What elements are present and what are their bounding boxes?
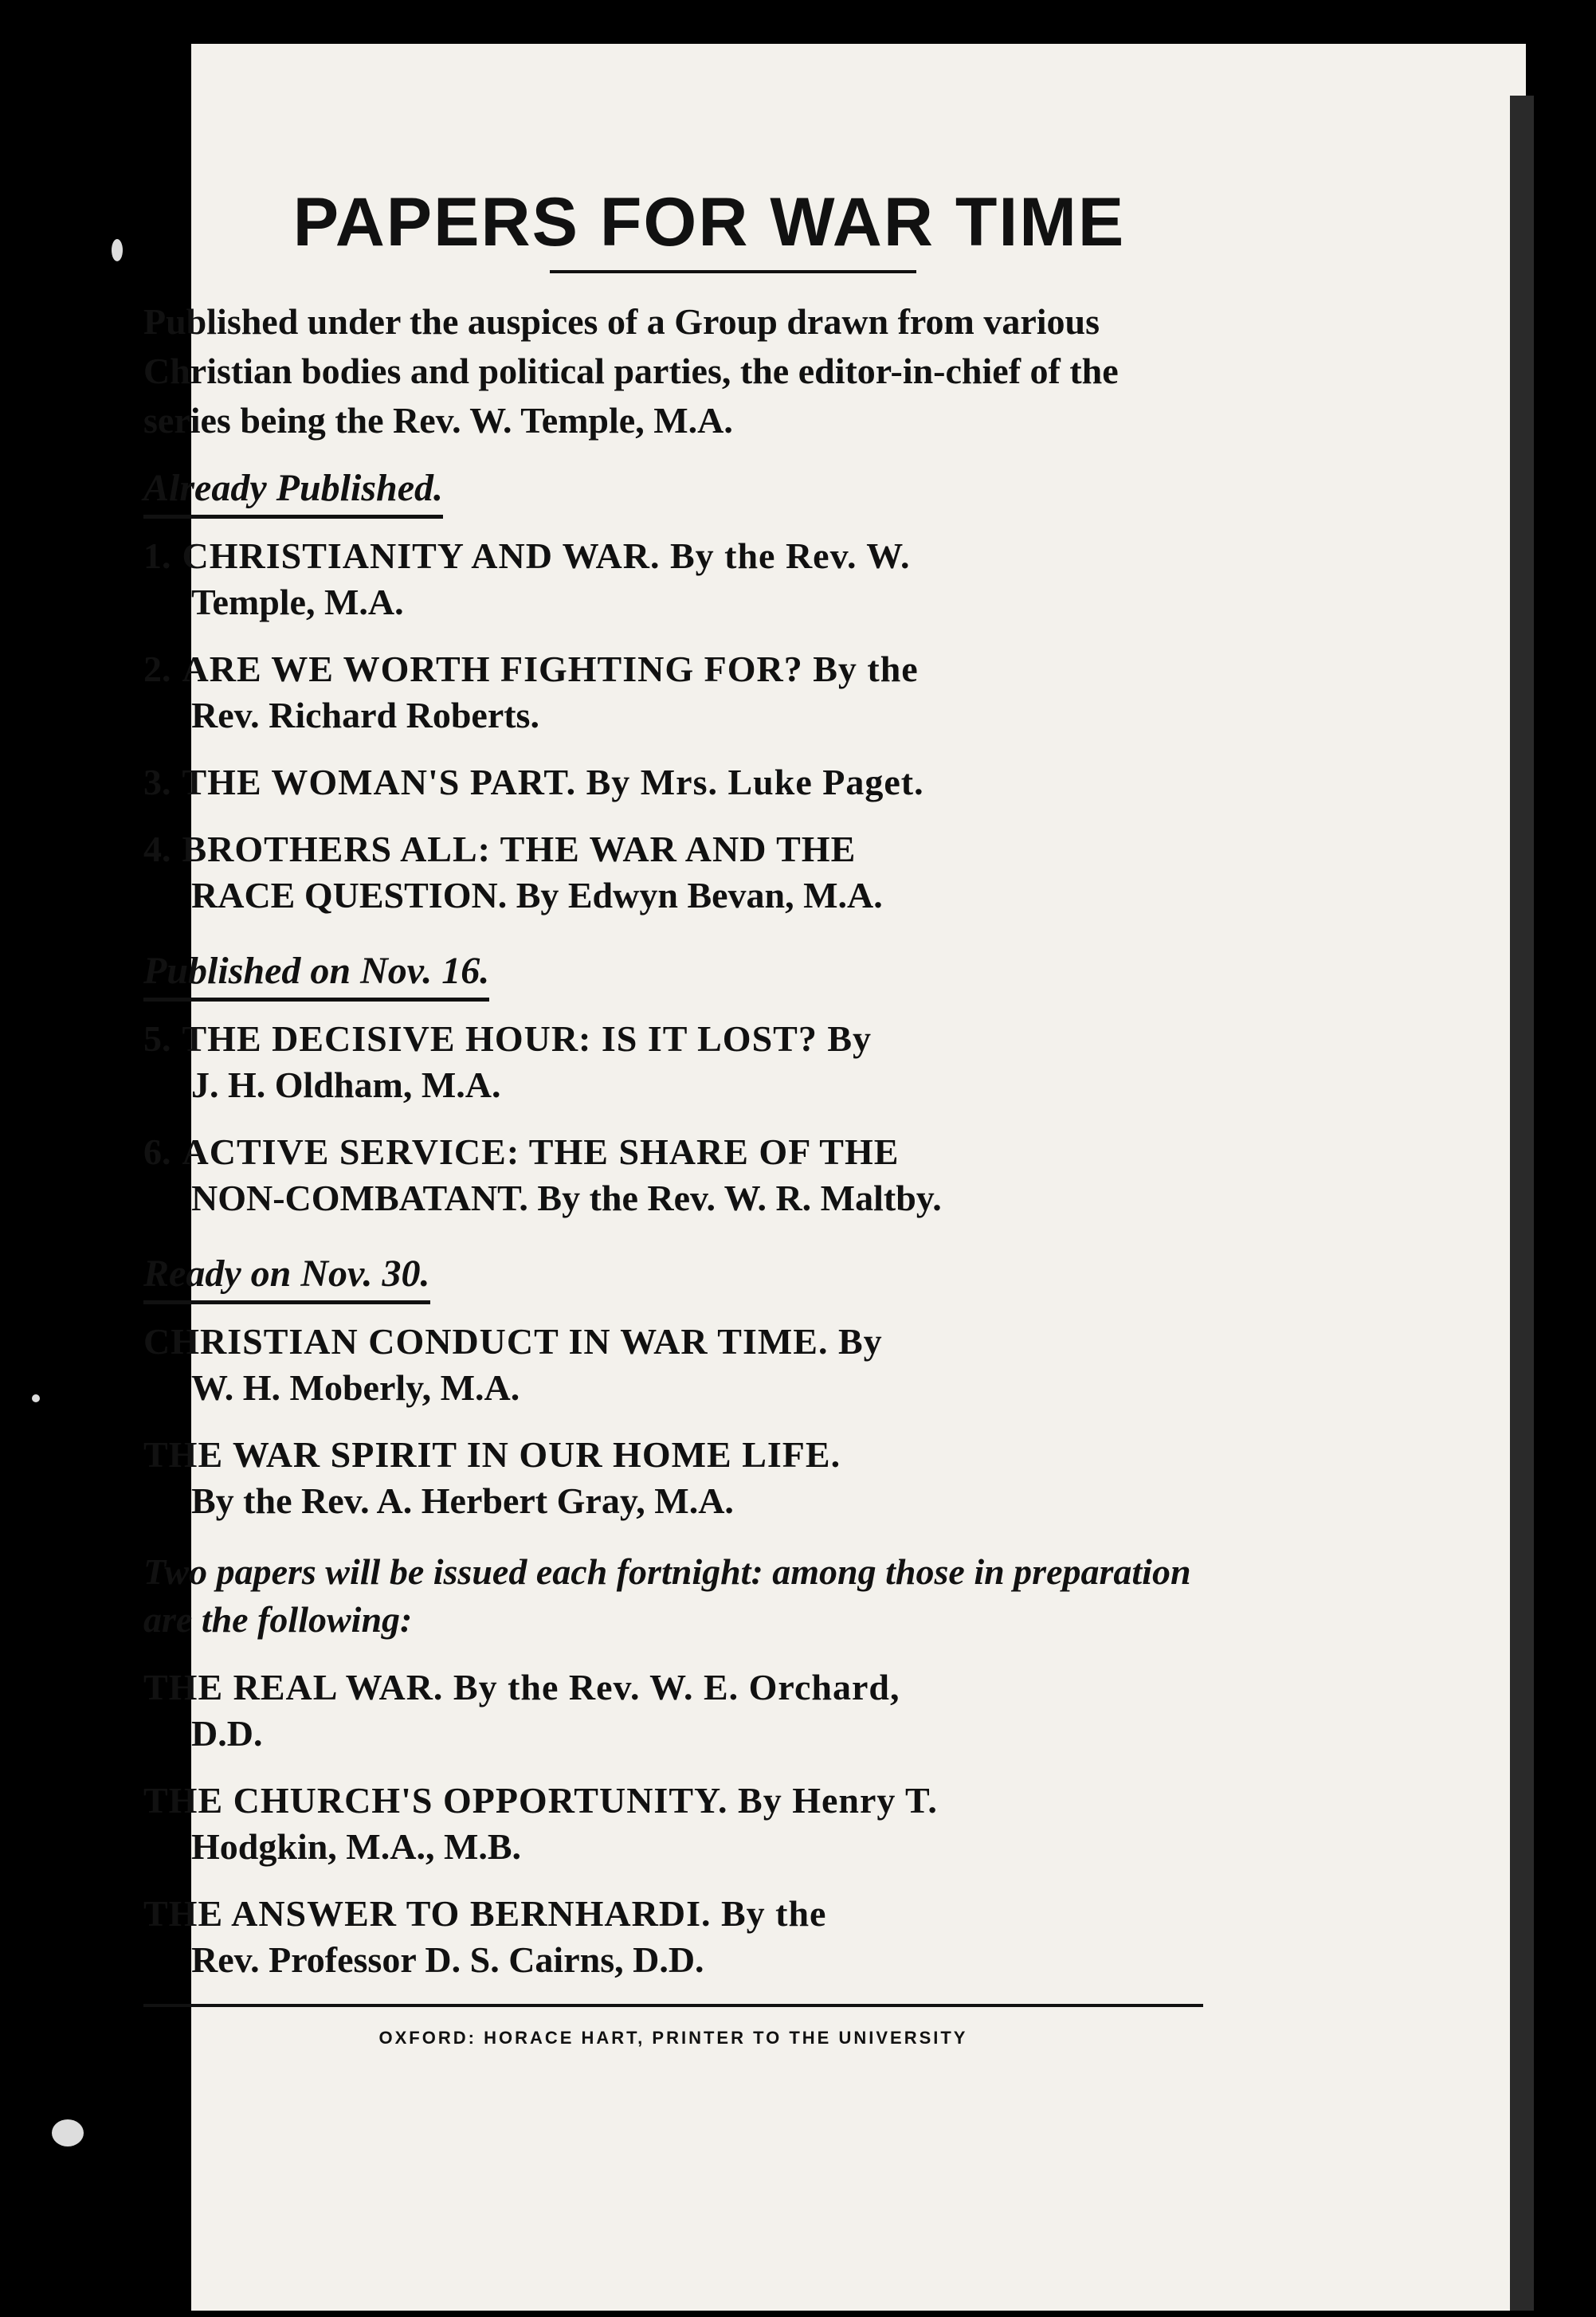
list-item: 4. BROTHERS ALL: THE WAR AND THE RACE QUESTION. By Edwyn Bevan, M.A. [143, 829, 883, 915]
list-item: 1. CHRISTIANITY AND WAR. By the Rev. W. Temple, M.A. [143, 535, 911, 622]
upcoming-list [143, 1664, 1203, 1983]
speck [52, 2119, 84, 2146]
list-item: THE REAL WAR. By the Rev. W. E. Orchard, D.D. [143, 1667, 900, 1754]
list-item: 6. ACTIVE SERVICE: THE SHARE OF THE NON-COMBATANT. By the Rev. W. R. Maltby. [143, 1131, 942, 1218]
printer-imprint: OXFORD: HORACE HART, PRINTER TO THE UNIVERSITY [378, 2028, 968, 2048]
bottom-rule [143, 2004, 1203, 2007]
list-item: CHRISTIAN CONDUCT IN WAR TIME. By W. H. Moberly, M.A. [143, 1321, 883, 1408]
section-ready-nov-30 [143, 1242, 1203, 1524]
section-heading: Ready on Nov. 30. [143, 1252, 430, 1304]
speck [32, 1394, 40, 1402]
fortnight-note: Two papers will be issued each fortnight: among those in preparation are the following: [143, 1551, 1191, 1640]
page-edge-shadow [1510, 96, 1534, 2311]
list-item: 5. THE DECISIVE HOUR: IS IT LOST? By J. H. Oldham, M.A. [143, 1018, 873, 1105]
list-item: THE WAR SPIRIT IN OUR HOME LIFE. By the Rev. A. Herbert Gray, M.A. [143, 1434, 841, 1521]
title-underline [550, 270, 916, 273]
section-already-published [143, 457, 1203, 919]
speck [112, 239, 123, 261]
list-item: THE ANSWER TO BERNHARDI. By the Rev. Professor D. S. Cairns, D.D. [143, 1893, 827, 1980]
list-item: THE CHURCH'S OPPORTUNITY. By Henry T. Hodgkin, M.A., M.B. [143, 1780, 938, 1867]
section-heading: Already Published. [143, 466, 443, 519]
section-published-nov-16 [143, 939, 1203, 1221]
intro-paragraph: Published under the auspices of a Group drawn from various Christian bodies and political parties, the editor-in-chief of the series being the Rev. W. Temple, M.A. [143, 301, 1119, 441]
document-content [143, 183, 1203, 2048]
page-title: PAPERS FOR WAR TIME [292, 184, 1126, 261]
list-item: 3. THE WOMAN'S PART. By Mrs. Luke Paget. [143, 762, 924, 802]
section-heading: Published on Nov. 16. [143, 949, 489, 1002]
list-item: 2. ARE WE WORTH FIGHTING FOR? By the Rev. Richard Roberts. [143, 649, 919, 735]
